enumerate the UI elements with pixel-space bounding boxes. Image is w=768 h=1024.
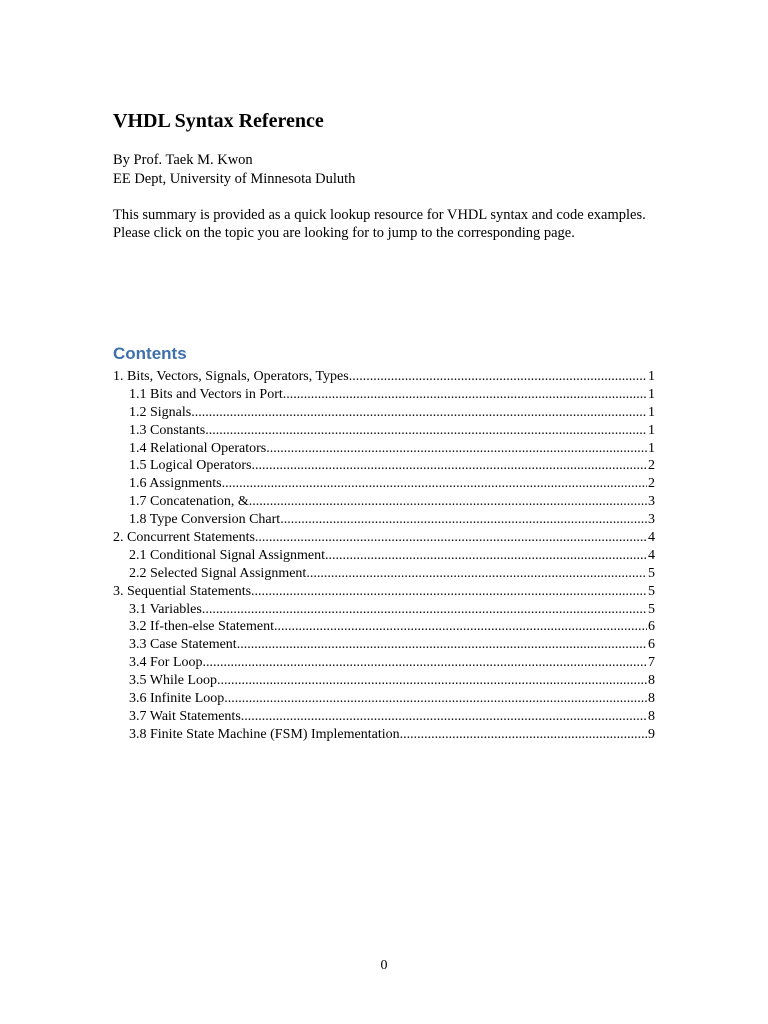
toc-dot-leader (306, 565, 647, 583)
department-line: EE Dept, University of Minnesota Duluth (113, 171, 356, 187)
toc-entry-page-number: 1 (648, 386, 655, 402)
toc-entry-page-number: 1 (648, 440, 655, 456)
toc-entry-page-number: 1 (648, 369, 655, 384)
toc-entry-page-number: 8 (648, 708, 655, 724)
toc-entry-link[interactable] (113, 493, 655, 511)
toc-entry-label: 2.1 Conditional Signal Assignment (129, 547, 326, 563)
toc-entry-label: 2.2 Selected Signal Assignment (129, 565, 307, 581)
toc-dot-leader (203, 654, 648, 672)
toc-entry-link[interactable] (113, 368, 655, 386)
toc-dot-leader (280, 511, 647, 529)
toc-dot-leader (191, 404, 647, 422)
toc-dot-leader (283, 386, 647, 404)
toc-entry-label: 3.1 Variables (129, 601, 202, 617)
toc-dot-leader (249, 493, 647, 511)
toc-entry-link[interactable] (113, 690, 655, 708)
toc-entry-page-number: 5 (648, 565, 655, 581)
toc-dot-leader (224, 690, 647, 708)
toc-entry-link[interactable] (113, 654, 655, 672)
toc-dot-leader (237, 636, 647, 654)
toc-entry-link[interactable] (113, 601, 655, 619)
toc-entry-page-number: 6 (648, 619, 655, 635)
toc-dot-leader (251, 457, 647, 475)
toc-entry-link[interactable] (113, 386, 655, 404)
toc-entry-label: 3.8 Finite State Machine (FSM) Implementation (129, 726, 400, 742)
toc-entry-link[interactable] (113, 618, 655, 636)
toc-entry-label: 3. Sequential Statements (113, 583, 252, 599)
toc-entry-label: 1.2 Signals (129, 404, 192, 420)
toc-dot-leader (222, 475, 647, 493)
toc-entry-link[interactable] (113, 529, 655, 547)
toc-entry-label: 1. Bits, Vectors, Signals, Operators, Types (113, 369, 349, 384)
page-number: 0 (380, 958, 388, 973)
table-of-contents (113, 368, 655, 744)
toc-entry-link[interactable] (113, 511, 655, 529)
toc-entry-link[interactable] (113, 726, 655, 744)
toc-dot-leader (251, 583, 647, 601)
toc-entry-page-number: 3 (648, 512, 655, 528)
toc-entry-link[interactable] (113, 636, 655, 654)
toc-entry-link[interactable] (113, 565, 655, 583)
toc-entry-page-number: 8 (648, 691, 655, 707)
document-title: VHDL Syntax Reference (113, 110, 324, 132)
toc-entry-link[interactable] (113, 672, 655, 690)
toc-entry-label: 1.4 Relational Operators (129, 440, 267, 456)
toc-dot-leader (217, 672, 647, 690)
toc-dot-leader (266, 440, 647, 458)
toc-entry-page-number: 9 (648, 726, 655, 742)
toc-entry-label: 1.1 Bits and Vectors in Port (129, 386, 283, 402)
toc-entry-page-number: 6 (648, 637, 655, 653)
author-line: By Prof. Taek M. Kwon (113, 152, 253, 168)
toc-entry-label: 1.5 Logical Operators (129, 458, 252, 474)
toc-entry-label: 3.6 Infinite Loop (129, 691, 225, 707)
toc-entry-link[interactable] (113, 422, 655, 440)
toc-entry-link[interactable] (113, 547, 655, 565)
toc-entry-label: 3.2 If-then-else Statement (129, 619, 275, 635)
toc-entry-link[interactable] (113, 475, 655, 493)
toc-entry-page-number: 8 (648, 673, 655, 689)
toc-entry-page-number: 2 (648, 476, 655, 492)
toc-entry-link[interactable] (113, 583, 655, 601)
toc-entry-label: 1.3 Constants (129, 422, 206, 438)
toc-entry-link[interactable] (113, 440, 655, 458)
toc-entry-label: 1.7 Concatenation, & (129, 494, 249, 510)
toc-entry-page-number: 3 (648, 494, 655, 510)
toc-entry-label: 3.4 For Loop (129, 655, 203, 671)
toc-entry-link[interactable] (113, 404, 655, 422)
toc-entry-label: 1.6 Assignments (129, 476, 222, 492)
toc-entry-page-number: 2 (648, 458, 655, 474)
toc-entry-label: 3.3 Case Statement (129, 637, 237, 653)
toc-dot-leader (202, 601, 647, 619)
toc-dot-leader (274, 618, 647, 636)
toc-entry-page-number: 4 (648, 547, 655, 563)
toc-entry-page-number: 5 (648, 601, 655, 617)
toc-entry-label: 3.7 Wait Statements (129, 708, 241, 724)
toc-entry-link[interactable] (113, 708, 655, 726)
toc-entry-page-number: 5 (648, 583, 655, 599)
toc-entry-label: 3.5 While Loop (129, 673, 218, 689)
toc-dot-leader (325, 547, 647, 565)
toc-entry-page-number: 7 (648, 655, 655, 671)
toc-dot-leader (241, 708, 647, 726)
toc-entry-link[interactable] (113, 457, 655, 475)
toc-entry-label: 2. Concurrent Statements (113, 530, 255, 546)
toc-dot-leader (400, 726, 647, 744)
toc-entry-page-number: 4 (648, 530, 655, 546)
summary-paragraph: This summary is provided as a quick lookup resource for VHDL syntax and code examples. Please click on the topic you are looking for to jump to the corresponding page. (113, 207, 646, 241)
toc-entry-page-number: 1 (648, 422, 655, 438)
toc-dot-leader (255, 529, 647, 547)
byline (113, 151, 355, 189)
toc-dot-leader (349, 368, 647, 386)
toc-dot-leader (205, 422, 647, 440)
toc-entry-label: 1.8 Type Conversion Chart (129, 512, 281, 528)
contents-heading: Contents (113, 344, 187, 363)
toc-entry-page-number: 1 (648, 404, 655, 420)
